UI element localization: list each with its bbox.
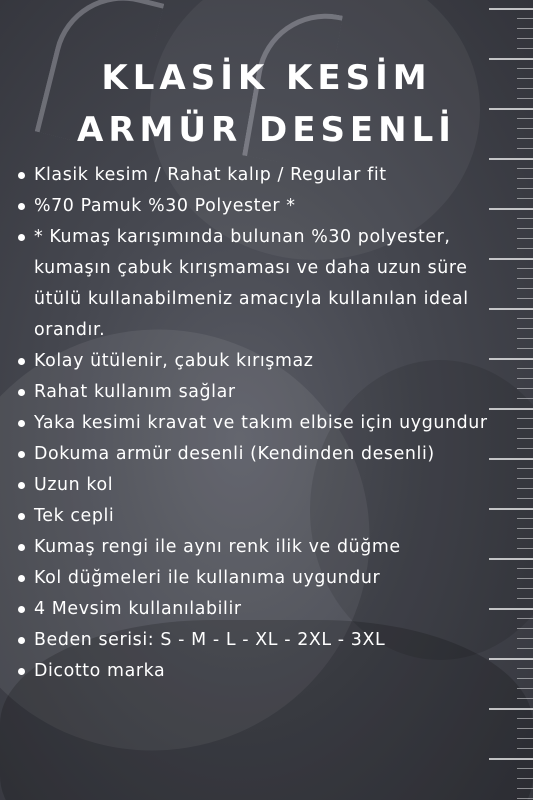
feature-list	[14, 160, 514, 687]
ruler-tick	[517, 438, 533, 439]
ruler-tick	[517, 798, 533, 799]
ruler-tick	[517, 278, 533, 279]
feature-item: Dokuma armür desenli (Kendinden desenli)	[14, 439, 514, 470]
ruler-tick	[517, 378, 533, 379]
ruler-tick	[517, 518, 533, 519]
ruler-tick	[517, 398, 533, 399]
ruler-tick	[517, 428, 533, 429]
ruler-tick	[517, 498, 533, 499]
ruler-tick	[517, 548, 533, 549]
ruler-tick	[517, 28, 533, 29]
ruler-tick	[517, 338, 533, 339]
ruler-tick	[517, 238, 533, 239]
feature-item: Kolay ütülenir, çabuk kırışmaz	[14, 346, 514, 377]
ruler-tick	[517, 448, 533, 449]
ruler-tick	[517, 568, 533, 569]
ruler-tick	[517, 478, 533, 479]
ruler-tick	[517, 348, 533, 349]
ruler-tick	[517, 48, 533, 49]
ruler-tick	[517, 178, 533, 179]
feature-item: Kol düğmeleri ile kullanıma uygundur	[14, 563, 514, 594]
ruler-tick	[517, 268, 533, 269]
ruler-tick	[517, 638, 533, 639]
ruler-tick	[517, 318, 533, 319]
ruler-tick	[517, 488, 533, 489]
ruler-tick	[517, 578, 533, 579]
ruler-tick	[517, 668, 533, 669]
ruler-tick	[517, 328, 533, 329]
ruler-tick	[517, 778, 533, 779]
ruler-tick	[517, 218, 533, 219]
ruler-tick	[517, 298, 533, 299]
ruler-tick	[517, 248, 533, 249]
ruler-tick	[517, 698, 533, 699]
feature-item: 4 Mevsim kullanılabilir	[14, 594, 514, 625]
ruler-tick	[517, 688, 533, 689]
ruler-tick	[517, 618, 533, 619]
feature-item: Beden serisi: S - M - L - XL - 2XL - 3XL	[14, 625, 514, 656]
ruler-major-tick	[489, 8, 533, 10]
ruler-tick	[517, 188, 533, 189]
ruler-tick	[517, 768, 533, 769]
ruler-tick	[517, 628, 533, 629]
ruler-tick	[517, 38, 533, 39]
ruler-tick	[517, 678, 533, 679]
ruler-tick	[517, 18, 533, 19]
feature-item: * Kumaş karışımında bulunan %30 polyester, kumaşın çabuk kırışmaması ve daha uzun süre ütülü kullanabilmeniz amacıyla kullanılan ideal orandır.	[14, 222, 514, 346]
ruler-tick	[517, 588, 533, 589]
ruler-tick	[517, 228, 533, 229]
ruler-major-tick	[489, 708, 533, 710]
ruler-tick	[517, 648, 533, 649]
page-title	[0, 52, 533, 156]
feature-item: Klasik kesim / Rahat kalıp / Regular fit	[14, 160, 514, 191]
ruler-tick	[517, 418, 533, 419]
ruler-tick	[517, 748, 533, 749]
ruler-tick	[517, 528, 533, 529]
feature-item: Tek cepli	[14, 501, 514, 532]
ruler-tick	[517, 198, 533, 199]
title-line-1: KLASİK KESİM	[101, 58, 432, 98]
ruler-tick	[517, 368, 533, 369]
ruler-tick	[517, 598, 533, 599]
feature-item: Dicotto marka	[14, 656, 514, 687]
ruler-tick	[517, 388, 533, 389]
feature-item: %70 Pamuk %30 Polyester *	[14, 191, 514, 222]
feature-item: Rahat kullanım sağlar	[14, 377, 514, 408]
ruler-tick	[517, 738, 533, 739]
ruler-tick	[517, 718, 533, 719]
ruler-tick	[517, 468, 533, 469]
ruler-tick	[517, 168, 533, 169]
ruler-major-tick	[489, 758, 533, 760]
ruler-tick	[517, 538, 533, 539]
feature-item: Uzun kol	[14, 470, 514, 501]
title-line-2: ARMÜR DESENLİ	[77, 110, 456, 150]
feature-item: Yaka kesimi kravat ve takım elbise için uygundur	[14, 408, 514, 439]
ruler-tick	[517, 728, 533, 729]
ruler-tick	[517, 788, 533, 789]
ruler-tick	[517, 288, 533, 289]
feature-item: Kumaş rengi ile aynı renk ilik ve düğme	[14, 532, 514, 563]
